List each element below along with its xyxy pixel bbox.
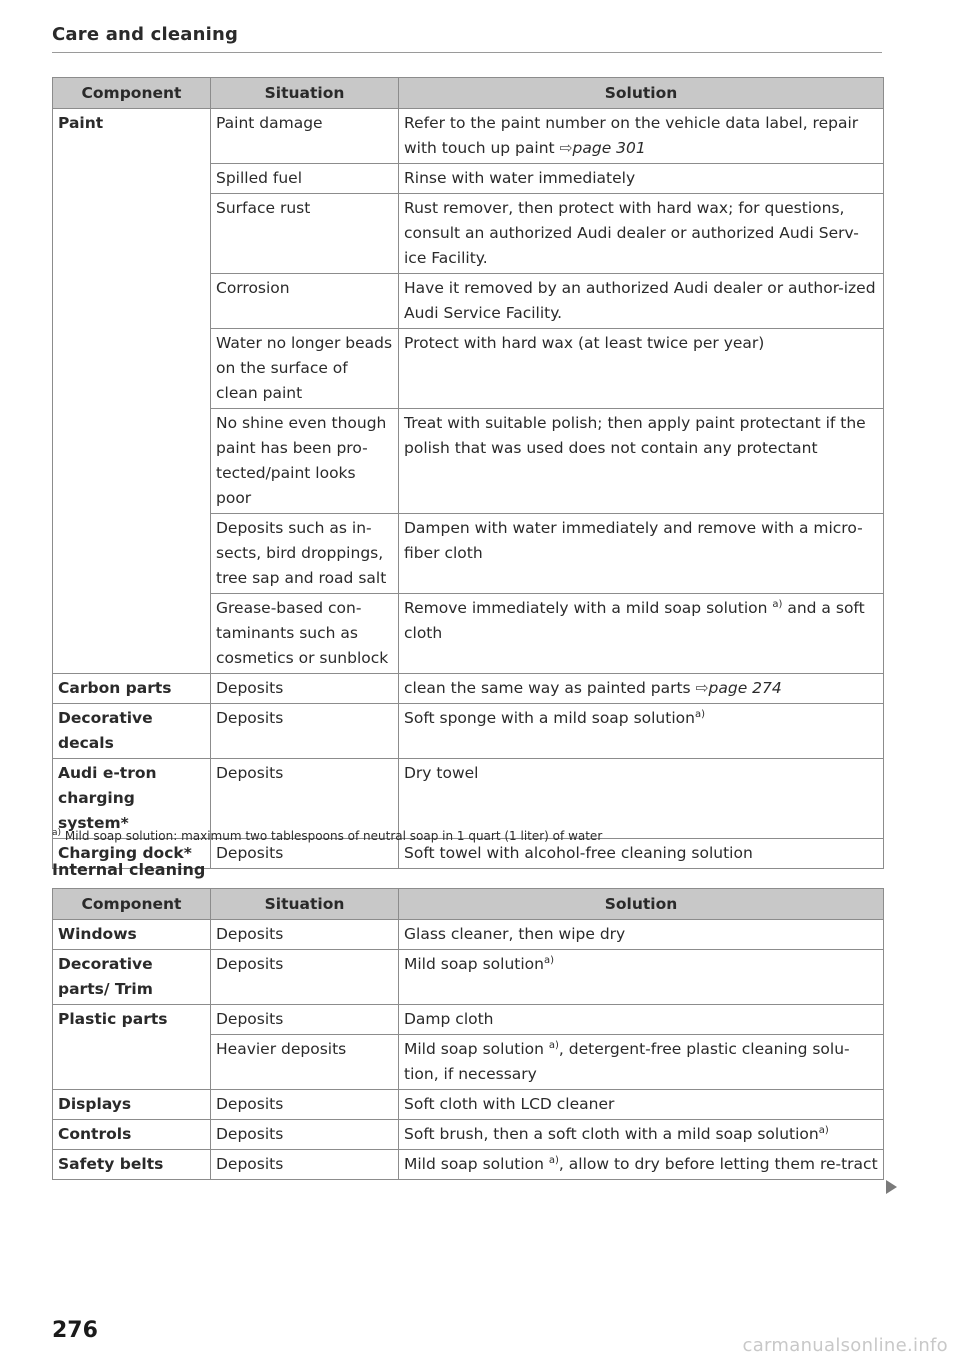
page-reference-link[interactable]: page 301 — [572, 139, 646, 157]
component-cell: Controls — [53, 1120, 211, 1150]
footnote-marker: a) — [694, 708, 705, 720]
component-cell: Charging dock* — [53, 839, 211, 869]
table-row — [53, 674, 884, 704]
situation-cell: Deposits — [211, 1005, 399, 1035]
solution-cell: Treat with suitable polish; then apply paint protectant if the polish that was used does not contain any protectant — [399, 409, 884, 514]
solution-cell: Mild soap solution $^{a)}$, detergent-free plastic cleaning solu-tion, if necessary — [399, 1035, 884, 1090]
solution-cell: Damp cloth — [399, 1005, 884, 1035]
footnote-text: Mild soap solution: maximum two tablespoons of neutral soap in 1 quart (1 liter) of water — [64, 829, 603, 843]
solution-cell: Rinse with water immediately — [399, 164, 884, 194]
situation-cell: Deposits — [211, 759, 399, 839]
column-header-component: Component — [53, 889, 211, 920]
table-row — [53, 950, 884, 1005]
table-row — [53, 1120, 884, 1150]
situation-cell: Deposits — [211, 674, 399, 704]
component-cell: Windows — [53, 920, 211, 950]
column-header-situation: Situation — [211, 889, 399, 920]
solution-cell: Soft towel with alcohol-free cleaning solution — [399, 839, 884, 869]
solution-cell: clean the same way as painted parts ⇨page 274 — [399, 674, 884, 704]
solution-cell: Glass cleaner, then wipe dry — [399, 920, 884, 950]
situation-cell: Grease-based con-taminants such as cosmetics or sunblock — [211, 594, 399, 674]
solution-cell: Soft sponge with a mild soap solution$^{a)}$ — [399, 704, 884, 759]
situation-cell: Deposits — [211, 704, 399, 759]
table-row — [53, 109, 884, 164]
page-ref-arrow-icon: ⇨ — [695, 679, 709, 697]
column-header-solution: Solution — [399, 889, 884, 920]
solution-cell: Protect with hard wax (at least twice per year) — [399, 329, 884, 409]
column-header-solution: Solution — [399, 78, 884, 109]
component-cell: Decorative parts/ Trim — [53, 950, 211, 1005]
table-header-row — [53, 78, 884, 109]
situation-cell: Spilled fuel — [211, 164, 399, 194]
situation-cell: Deposits — [211, 1120, 399, 1150]
solution-cell: Mild soap solution$^{a)}$ — [399, 950, 884, 1005]
table-row — [53, 704, 884, 759]
footnote-marker: a) — [818, 1124, 829, 1136]
solution-cell: Have it removed by an authorized Audi dealer or author-ized Audi Service Facility. — [399, 274, 884, 329]
footnote — [52, 829, 602, 843]
internal-cleaning-heading: Internal cleaning — [52, 860, 206, 879]
page-number: 276 — [52, 1318, 98, 1343]
footnote-marker: a) — [548, 1154, 559, 1166]
solution-cell: Dry towel — [399, 759, 884, 839]
section-title: Care and cleaning — [52, 24, 239, 45]
solution-cell: Dampen with water immediately and remove with a micro-fiber cloth — [399, 514, 884, 594]
footnote-marker: a) — [548, 1039, 559, 1051]
situation-cell: Surface rust — [211, 194, 399, 274]
situation-cell: Deposits such as in-sects, bird droppings, tree sap and road salt — [211, 514, 399, 594]
solution-cell: Soft brush, then a soft cloth with a mild soap solution$^{a)}$ — [399, 1120, 884, 1150]
footnote-marker: a) — [772, 598, 783, 610]
situation-cell: Deposits — [211, 1090, 399, 1120]
situation-cell: Deposits — [211, 920, 399, 950]
table-row — [53, 920, 884, 950]
internal-cleaning-table — [52, 888, 884, 1180]
continue-arrow-icon — [886, 1180, 897, 1194]
solution-cell: Soft cloth with LCD cleaner — [399, 1090, 884, 1120]
table-row — [53, 1150, 884, 1180]
external-cleaning-table — [52, 77, 884, 869]
footnote-marker: a) — [543, 954, 554, 966]
solution-cell: Mild soap solution $^{a)}$, allow to dry before letting them re-tract — [399, 1150, 884, 1180]
solution-cell: Remove immediately with a mild soap solution $^{a)}$ and a soft cloth — [399, 594, 884, 674]
solution-cell: Refer to the paint number on the vehicle data label, repair with touch up paint ⇨page 301 — [399, 109, 884, 164]
component-cell: Audi e-tron charging system* — [53, 759, 211, 839]
situation-cell: Water no longer beads on the surface of clean paint — [211, 329, 399, 409]
component-cell: Safety belts — [53, 1150, 211, 1180]
page-reference-link[interactable]: page 274 — [708, 679, 782, 697]
component-cell: Paint — [53, 109, 211, 674]
column-header-situation: Situation — [211, 78, 399, 109]
table-row — [53, 1005, 884, 1035]
watermark: carmanualsonline.info — [742, 1335, 948, 1356]
situation-cell: Paint damage — [211, 109, 399, 164]
table-row — [53, 759, 884, 839]
situation-cell: Corrosion — [211, 274, 399, 329]
title-divider — [52, 52, 882, 53]
column-header-component: Component — [53, 78, 211, 109]
table-header-row — [53, 889, 884, 920]
component-cell: Decorative decals — [53, 704, 211, 759]
component-cell: Carbon parts — [53, 674, 211, 704]
page-ref-arrow-icon: ⇨ — [559, 139, 573, 157]
component-cell: Plastic parts — [53, 1005, 211, 1090]
solution-cell: Rust remover, then protect with hard wax; for questions, consult an authorized Audi dealer or authorized Audi Serv-ice Facility. — [399, 194, 884, 274]
footnote-marker: a) — [52, 828, 62, 838]
component-cell: Displays — [53, 1090, 211, 1120]
situation-cell: Deposits — [211, 839, 399, 869]
situation-cell: Deposits — [211, 1150, 399, 1180]
situation-cell: Deposits — [211, 950, 399, 1005]
situation-cell: No shine even though paint has been pro-tected/paint looks poor — [211, 409, 399, 514]
table-row — [53, 1090, 884, 1120]
situation-cell: Heavier deposits — [211, 1035, 399, 1090]
